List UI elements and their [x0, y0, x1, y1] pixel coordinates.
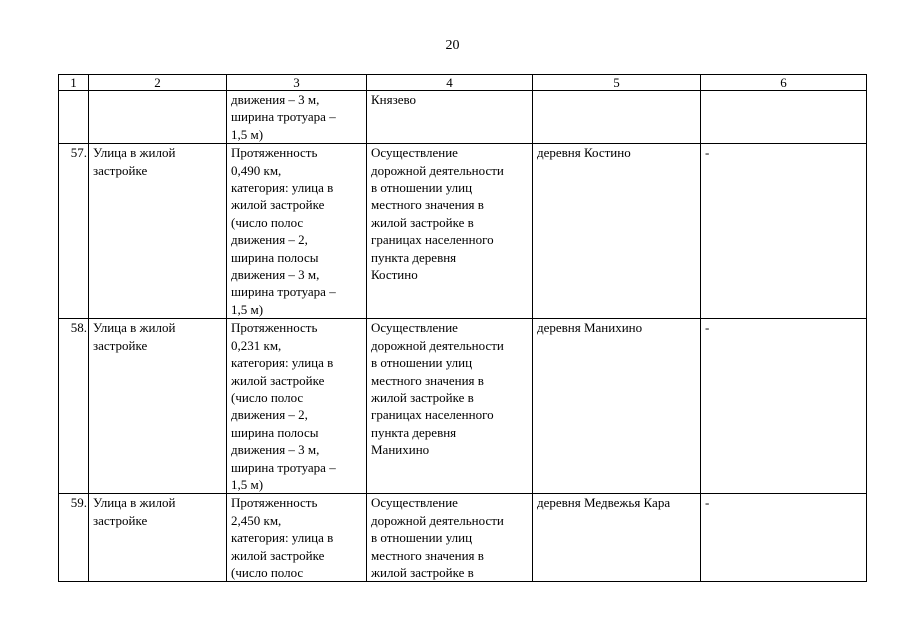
purpose-cell — [367, 144, 533, 319]
column-header: 6 — [701, 75, 867, 91]
note-cell — [701, 91, 867, 144]
location-cell — [533, 494, 701, 582]
characteristics-cell — [227, 319, 367, 494]
characteristics-cell — [227, 494, 367, 582]
column-header: 2 — [89, 75, 227, 91]
page-number: 20 — [445, 38, 460, 53]
table-row — [59, 319, 867, 494]
location-cell — [533, 91, 701, 144]
purpose-cell — [367, 91, 533, 144]
column-header: 3 — [227, 75, 367, 91]
note-cell — [701, 319, 867, 494]
row-number — [59, 144, 89, 319]
note-text: - — [705, 320, 710, 336]
characteristics-cell — [227, 144, 367, 319]
object-name-text: Улица в жилой застройке — [93, 320, 176, 353]
characteristics-text: Протяженность 0,231 км, категория: улица в жилой застройке (число полос движения – 2, ширина полосы движения – 3 м, ширина тротуара – 1,5 м) — [231, 320, 336, 492]
note-cell — [701, 144, 867, 319]
characteristics-text: Протяженность 2,450 км, категория: улица в жилой застройке (число полос — [231, 495, 334, 580]
note-cell — [701, 494, 867, 582]
column-header: 5 — [533, 75, 701, 91]
row-number-text: 57. — [70, 145, 87, 161]
location-cell — [533, 319, 701, 494]
object-name-cell — [89, 494, 227, 582]
object-name-cell — [89, 144, 227, 319]
purpose-text: Осуществление дорожной деятельности в отношении улиц местного значения в жилой застройке в границах населенного пункта деревня Костино — [371, 145, 504, 283]
document-table — [58, 74, 867, 582]
characteristics-cell — [227, 91, 367, 144]
characteristics-text: Протяженность 0,490 км, категория: улица в жилой застройке (число полос движения – 2, ширина полосы движения – 3 м, ширина тротуара – 1,5 м) — [231, 145, 336, 317]
object-name-text: Улица в жилой застройке — [93, 145, 176, 178]
object-name-text: Улица в жилой застройке — [93, 495, 176, 528]
location-text: деревня Костино — [537, 145, 631, 161]
column-header: 1 — [59, 75, 89, 91]
table-row — [59, 144, 867, 319]
purpose-text: Осуществление дорожной деятельности в отношении улиц местного значения в жилой застройке в — [371, 495, 504, 580]
row-number — [59, 91, 89, 144]
purpose-text: Князево — [371, 92, 417, 107]
column-header: 4 — [367, 75, 533, 91]
object-name-cell — [89, 319, 227, 494]
table-header-row — [59, 75, 867, 91]
location-text: деревня Медвежья Кара — [537, 495, 671, 511]
table-row — [59, 91, 867, 144]
characteristics-text: движения – 3 м, ширина тротуара – 1,5 м) — [231, 92, 336, 142]
row-number — [59, 494, 89, 582]
note-text: - — [705, 145, 710, 161]
note-text: - — [705, 495, 710, 511]
object-name-cell — [89, 91, 227, 144]
purpose-cell — [367, 494, 533, 582]
row-number — [59, 319, 89, 494]
row-number-text: 59. — [70, 495, 87, 511]
location-text: деревня Манихино — [537, 320, 643, 336]
purpose-cell — [367, 319, 533, 494]
row-number-text: 58. — [70, 320, 87, 336]
purpose-text: Осуществление дорожной деятельности в отношении улиц местного значения в жилой застройке в границах населенного пункта деревня Манихино — [371, 320, 504, 458]
table-row — [59, 494, 867, 582]
location-cell — [533, 144, 701, 319]
